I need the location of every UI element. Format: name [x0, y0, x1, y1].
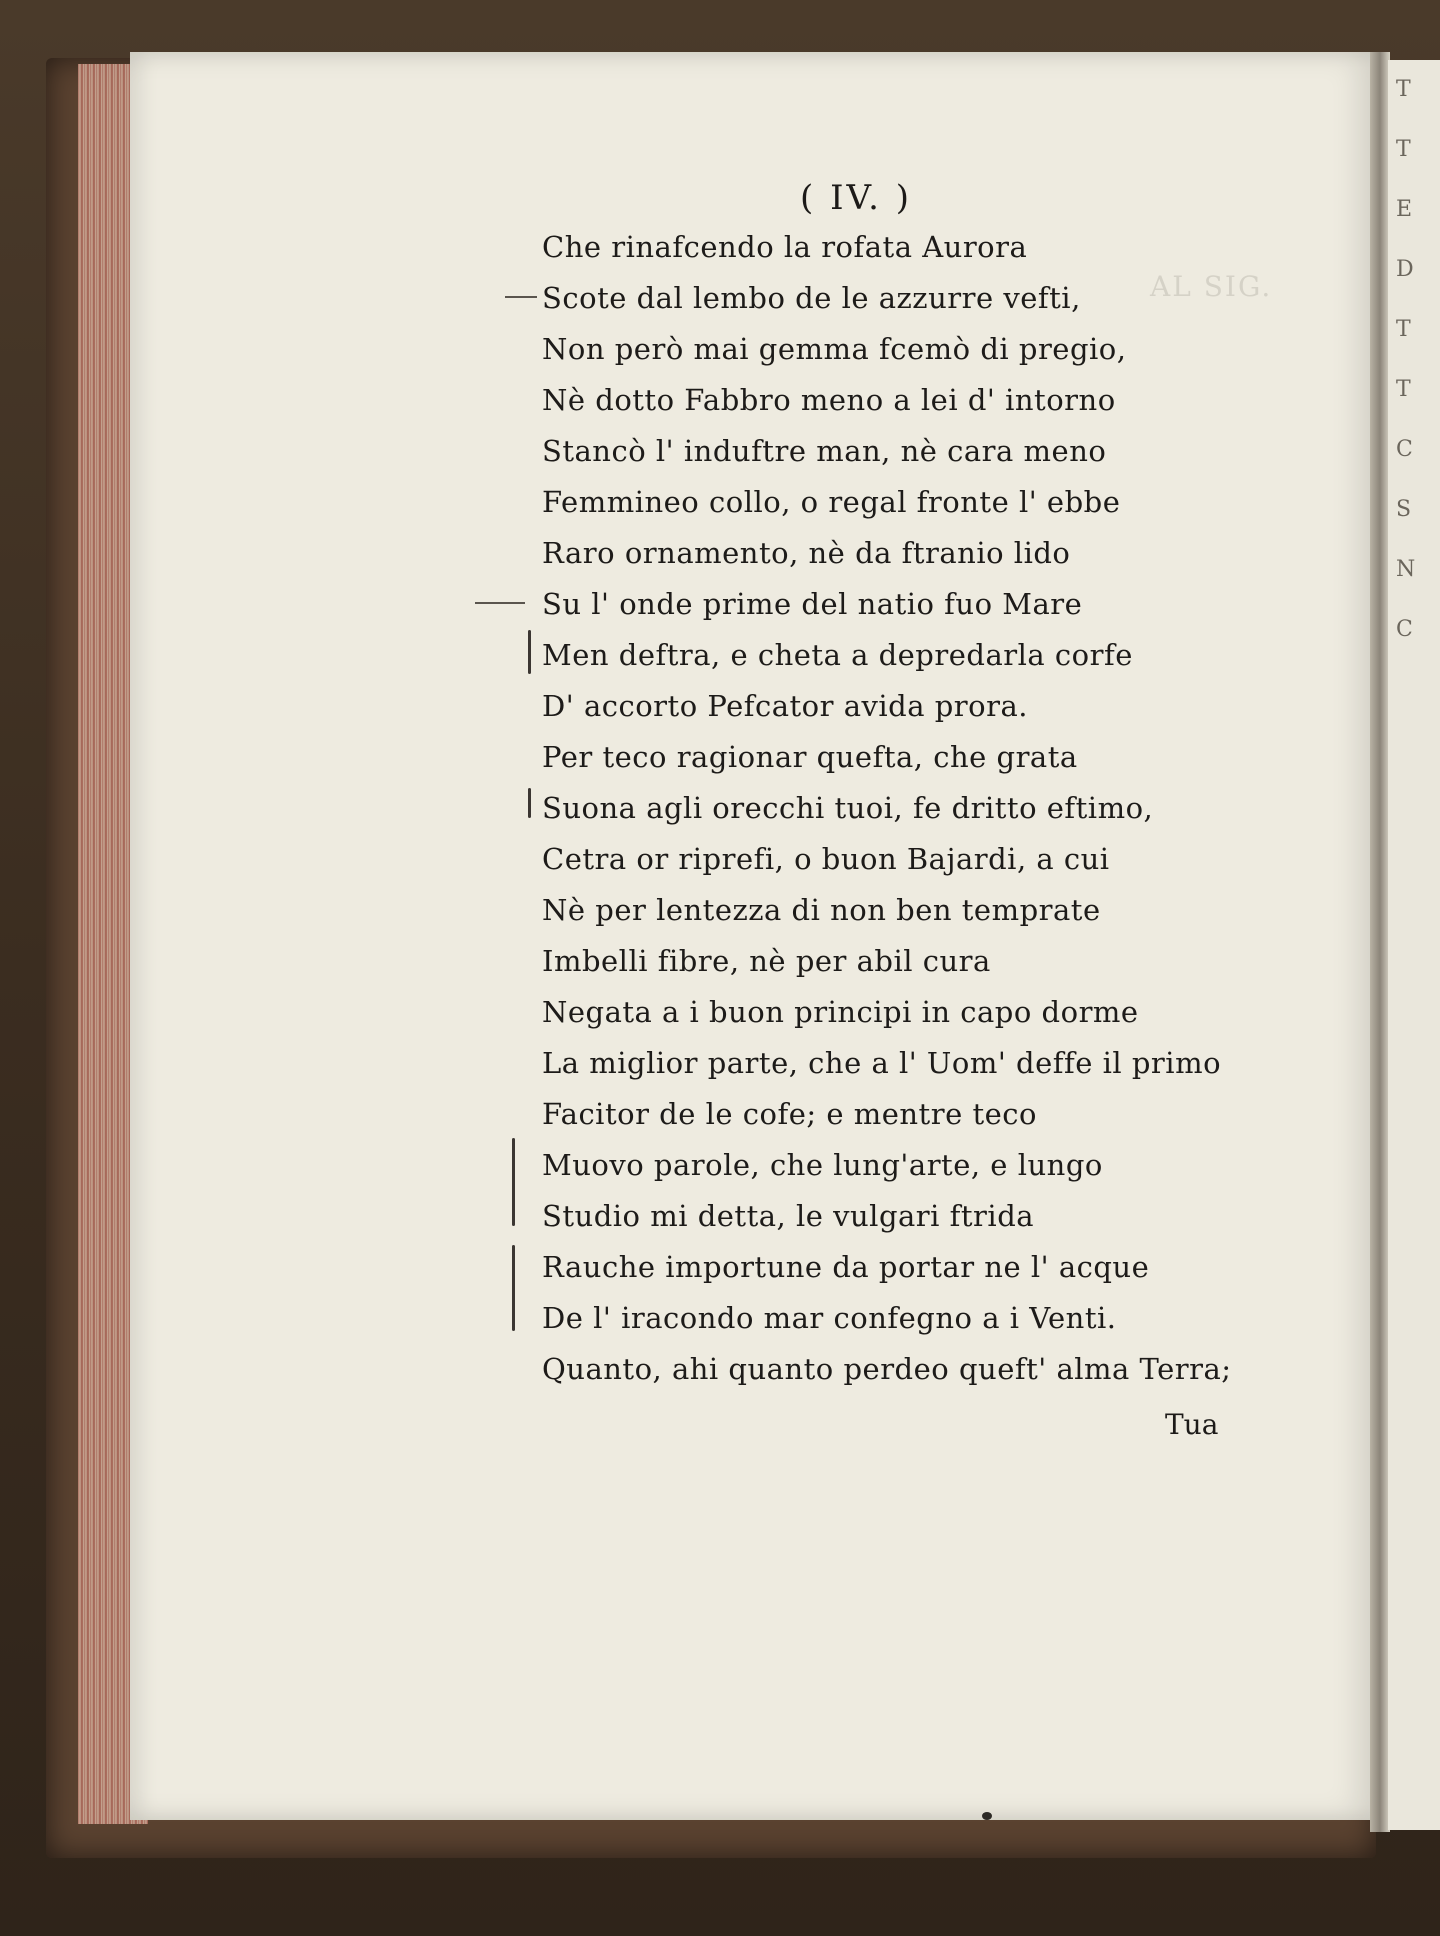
verse-line: Stancò l' induftre man, nè cara meno — [542, 434, 1107, 468]
margin-dash-mark — [475, 602, 525, 604]
bleed-through-text: AL SIG. — [1150, 270, 1273, 303]
facing-letter: S — [1396, 497, 1412, 522]
facing-letter: T — [1396, 77, 1411, 102]
margin-dash-mark — [505, 296, 537, 298]
verse-line: Rauche importune da portar ne l' acque — [542, 1250, 1150, 1284]
catchword: Tua — [1165, 1408, 1219, 1441]
margin-bar-mark — [512, 1245, 515, 1331]
verse-block — [542, 222, 1302, 1395]
verse-line: Su l' onde prime del natio fuo Mare — [542, 587, 1083, 621]
margin-bar-mark — [512, 1138, 515, 1226]
verse-line: Non però mai gemma fcemò di pregio, — [542, 332, 1127, 366]
facing-letter: T — [1396, 377, 1411, 402]
verse-line: Facitor de le cofe; e mentre teco — [542, 1097, 1037, 1131]
facing-letter: T — [1396, 317, 1411, 342]
verse-line: Negata a i buon principi in capo dorme — [542, 995, 1139, 1029]
verse-line: Quanto, ahi quanto perdeo queft' alma Terra; — [542, 1352, 1232, 1386]
verse-line: Cetra or riprefi, o buon Bajardi, a cui — [542, 842, 1110, 876]
verse-line: Per teco ragionar quefta, che grata — [542, 740, 1078, 774]
verse-line: Suona agli orecchi tuoi, fe dritto eftimo, — [542, 791, 1154, 825]
margin-bar-mark — [528, 788, 531, 818]
facing-page-edge — [1388, 60, 1440, 1830]
facing-letter: T — [1396, 137, 1411, 162]
page-spot — [982, 1812, 992, 1820]
verse-line: Studio mi detta, le vulgari ftrida — [542, 1199, 1035, 1233]
verse-line: Femmineo collo, o regal fronte l' ebbe — [542, 485, 1121, 519]
facing-letter: C — [1396, 617, 1413, 642]
facing-letter: N — [1396, 557, 1416, 582]
verse-line: Che rinafcendo la rofata Aurora — [542, 230, 1028, 264]
verse-line: De l' iracondo mar confegno a i Venti. — [542, 1301, 1117, 1335]
book-gutter — [1370, 52, 1390, 1832]
verse-line: Raro ornamento, nè da ftranio lido — [542, 536, 1071, 570]
verse-line: Nè per lentezza di non ben temprate — [542, 893, 1101, 927]
facing-letter: C — [1396, 437, 1413, 462]
verse-line: Muovo parole, che lung'arte, e lungo — [542, 1148, 1103, 1182]
facing-letter: E — [1396, 197, 1413, 222]
facing-letter: D — [1396, 257, 1414, 282]
margin-bar-mark — [528, 630, 531, 674]
page-number-header: ( IV. ) — [800, 178, 912, 218]
verse-line: Imbelli fibre, nè per abil cura — [542, 944, 991, 978]
verse-line: D' accorto Pefcator avida prora. — [542, 689, 1028, 723]
verse-line: Scote dal lembo de le azzurre vefti, — [542, 281, 1081, 315]
verse-line: Men deftra, e cheta a depredarla corfe — [542, 638, 1133, 672]
verse-line: La miglior parte, che a l' Uom' deffe il primo — [542, 1046, 1222, 1080]
verse-line: Nè dotto Fabbro meno a lei d' intorno — [542, 383, 1116, 417]
